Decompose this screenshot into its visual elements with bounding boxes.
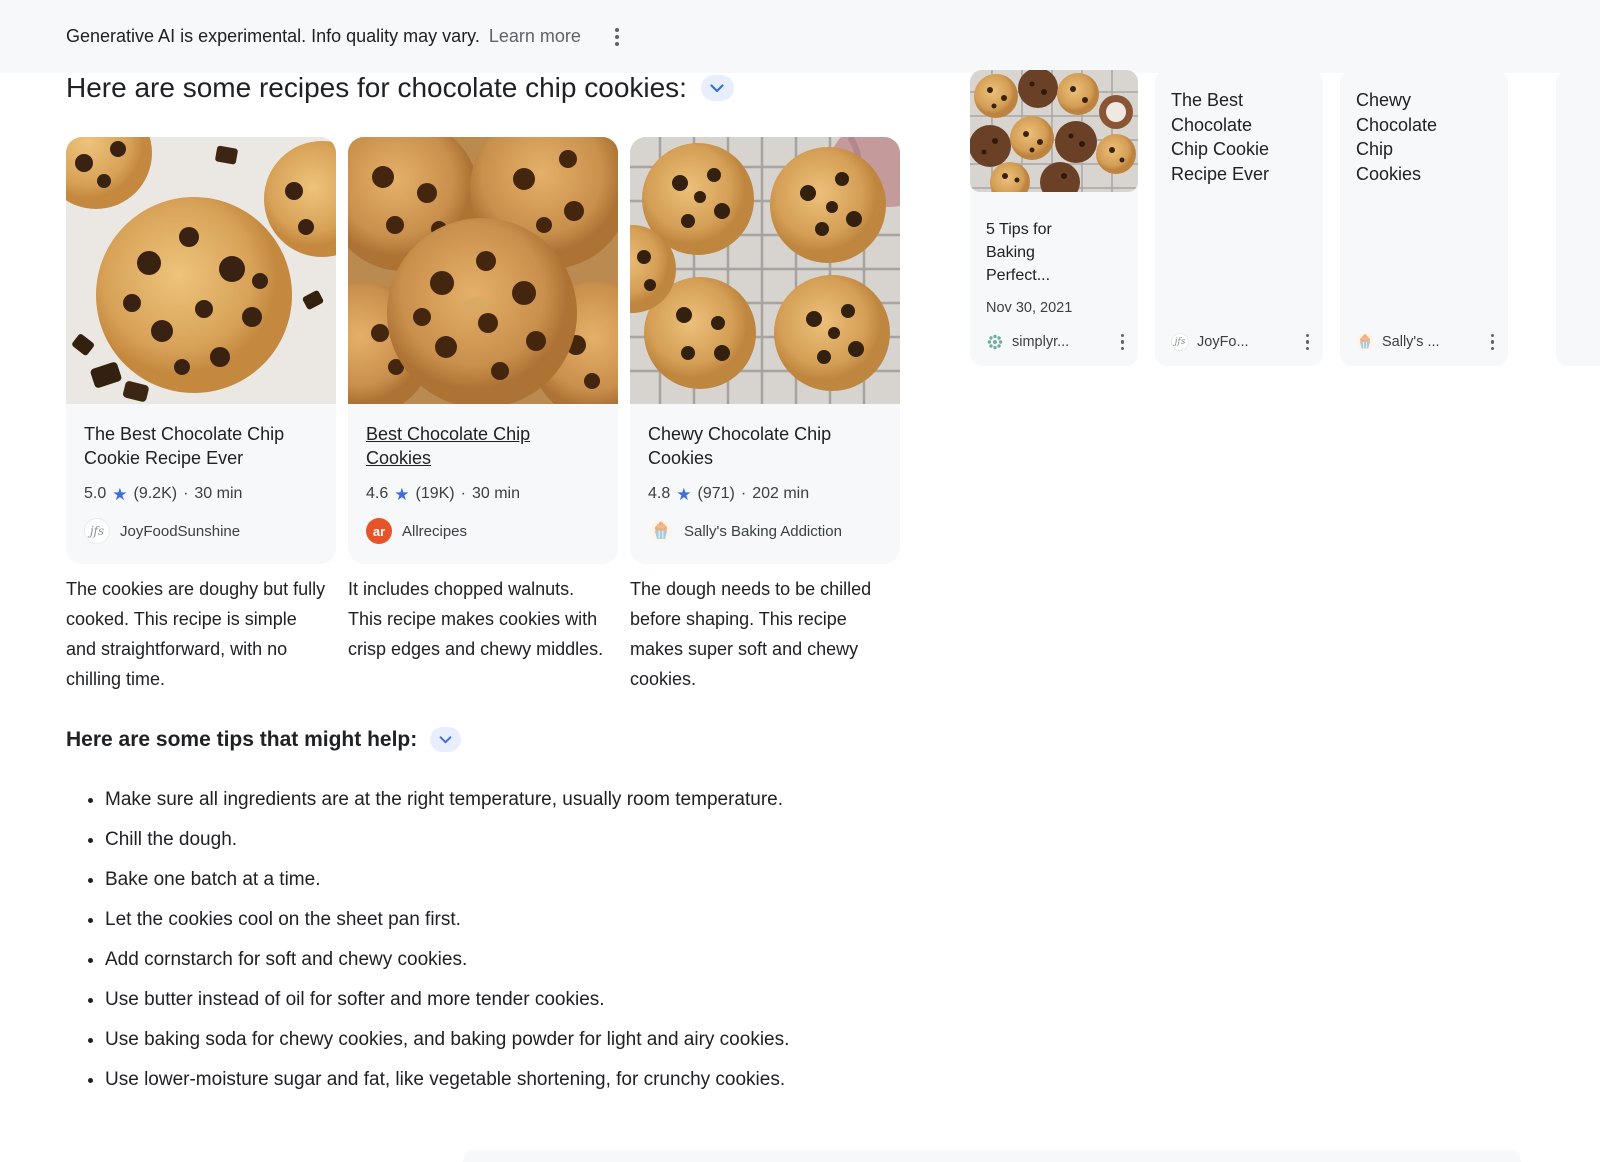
tip-item: • Chill the dough. (105, 828, 944, 852)
tip-item: • Bake one batch at a time. (105, 868, 944, 892)
recipe-title-link[interactable]: Chewy Chocolate Chip Cookies (648, 424, 832, 468)
recipe-title-link[interactable]: Best Chocolate Chip Cookies (366, 424, 531, 468)
related-card-title[interactable]: 5 Tips for Baking Perfect... (986, 221, 1052, 284)
recipe-image-cookies-closeup[interactable] (348, 137, 618, 404)
tips-list (84, 788, 944, 1108)
tips-heading: Here are some tips that might help: (66, 727, 418, 751)
simplyrecipes-logo-icon (986, 333, 1004, 351)
recipe-card-sallys[interactable] (630, 137, 900, 564)
sallys-cupcake-logo-icon (648, 518, 674, 544)
tip-item: • Add cornstarch for soft and chewy cookies. (105, 948, 944, 972)
meta-dot: · (183, 485, 189, 502)
related-card-joyfoodsunshine[interactable] (1155, 70, 1323, 366)
cook-time: 30 min (471, 485, 520, 502)
related-card-image[interactable] (970, 70, 1138, 192)
related-source-name: JoyFo... (1197, 333, 1249, 350)
joyfoodsunshine-logo-icon: jfs (84, 518, 110, 544)
source-row (648, 518, 882, 544)
rating-row (648, 485, 882, 503)
related-card-sallys[interactable] (1340, 70, 1508, 366)
recipe-description: The cookies are doughy but fully cooked. This recipe is simple and straightforward, with no chilling time. (66, 579, 326, 689)
source-row (84, 518, 318, 544)
tip-item: • Use baking soda for chewy cookies, and baking powder for light and airy cookies. (105, 1028, 944, 1052)
allrecipes-logo-icon: ar (366, 518, 392, 544)
related-source-name: simplyr... (1012, 333, 1070, 350)
source-name: JoyFoodSunshine (120, 522, 241, 540)
joyfoodsunshine-logo-icon: jfs (1171, 333, 1189, 351)
review-count: (9.2K) (133, 485, 178, 502)
descriptions-row (66, 574, 900, 694)
banner-message: Generative AI is experimental. Info quality may vary. (66, 26, 480, 46)
related-card-footer (1171, 328, 1317, 357)
recipe-cards-row (66, 137, 900, 564)
source-name: Allrecipes (402, 522, 468, 540)
related-card-footer (1356, 328, 1502, 357)
rating-value: 4.8 (648, 485, 671, 502)
recipe-card-joyfoodsunshine[interactable] (66, 137, 336, 564)
related-card-title[interactable]: Chewy Chocolate Chip Cookies (1356, 90, 1438, 184)
tip-item: • Use lower-moisture sugar and fat, like vegetable shortening, for crunchy cookies. (105, 1068, 944, 1092)
related-card-partial[interactable] (1556, 70, 1600, 366)
meta-dot: · (740, 485, 747, 502)
cook-time: 30 min (194, 485, 243, 502)
kebab-menu-icon[interactable] (1483, 328, 1503, 357)
sallys-cupcake-logo-icon (1356, 333, 1374, 351)
experimental-banner (0, 0, 1600, 73)
related-card-date: Nov 30, 2021 (986, 300, 1073, 316)
recipe-card-allrecipes[interactable] (348, 137, 618, 564)
source-row (366, 518, 600, 544)
rating-value: 5.0 (84, 485, 107, 502)
rating-row (366, 485, 600, 503)
collapse-button[interactable] (430, 727, 461, 752)
source-name: Sally's Baking Addiction (684, 522, 842, 540)
rating-value: 4.6 (366, 485, 389, 502)
kebab-menu-icon[interactable] (1113, 328, 1133, 357)
related-source-name: Sally's ... (1382, 333, 1440, 350)
rating-row (84, 485, 318, 503)
related-card-simplyrecipes[interactable] (970, 70, 1138, 366)
related-card-footer (986, 328, 1132, 357)
recipe-description: It includes chopped walnuts. This recipe makes cookies with crisp edges and chewy middles. (348, 579, 604, 659)
star-icon (394, 486, 409, 503)
related-card-title[interactable]: The Best Chocolate Chip Cookie Recipe Ever (1171, 90, 1270, 184)
recipe-image-cookies-marble[interactable] (66, 137, 336, 404)
recipe-card-body (348, 404, 618, 564)
tip-item: • Use butter instead of oil for softer and more tender cookies. (105, 988, 944, 1012)
related-cards-row (970, 70, 1508, 366)
recipe-description: The dough needs to be chilled before shaping. This recipe makes super soft and chewy cookies. (630, 579, 872, 689)
tip-item: • Let the cookies cool on the sheet pan first. (105, 908, 944, 932)
recipe-title-link[interactable]: The Best Chocolate Chip Cookie Recipe Ever (84, 424, 285, 468)
meta-dot: · (460, 485, 466, 502)
chevron-down-icon (710, 84, 724, 93)
cook-time: 202 min (752, 485, 810, 502)
chevron-down-icon (439, 736, 452, 744)
collapse-button[interactable] (701, 75, 734, 101)
learn-more-link[interactable]: Learn more (488, 26, 581, 46)
kebab-menu-icon[interactable] (1298, 328, 1318, 357)
recipes-heading-row (66, 72, 734, 104)
tips-heading-row (66, 727, 461, 752)
kebab-menu-icon[interactable] (607, 22, 627, 52)
recipe-card-body (630, 404, 900, 564)
star-icon (112, 486, 127, 503)
recipes-heading: Here are some recipes for chocolate chip cookies: (66, 72, 687, 103)
star-icon (676, 486, 691, 503)
tip-item: • Make sure all ingredients are at the right temperature, usually room temperature. (105, 788, 944, 812)
below-fold-card-edge[interactable] (463, 1150, 1521, 1162)
review-count: (971) (697, 485, 735, 502)
recipe-image-cookies-rack[interactable] (630, 137, 900, 404)
recipe-card-body (66, 404, 336, 564)
review-count: (19K) (415, 485, 455, 502)
